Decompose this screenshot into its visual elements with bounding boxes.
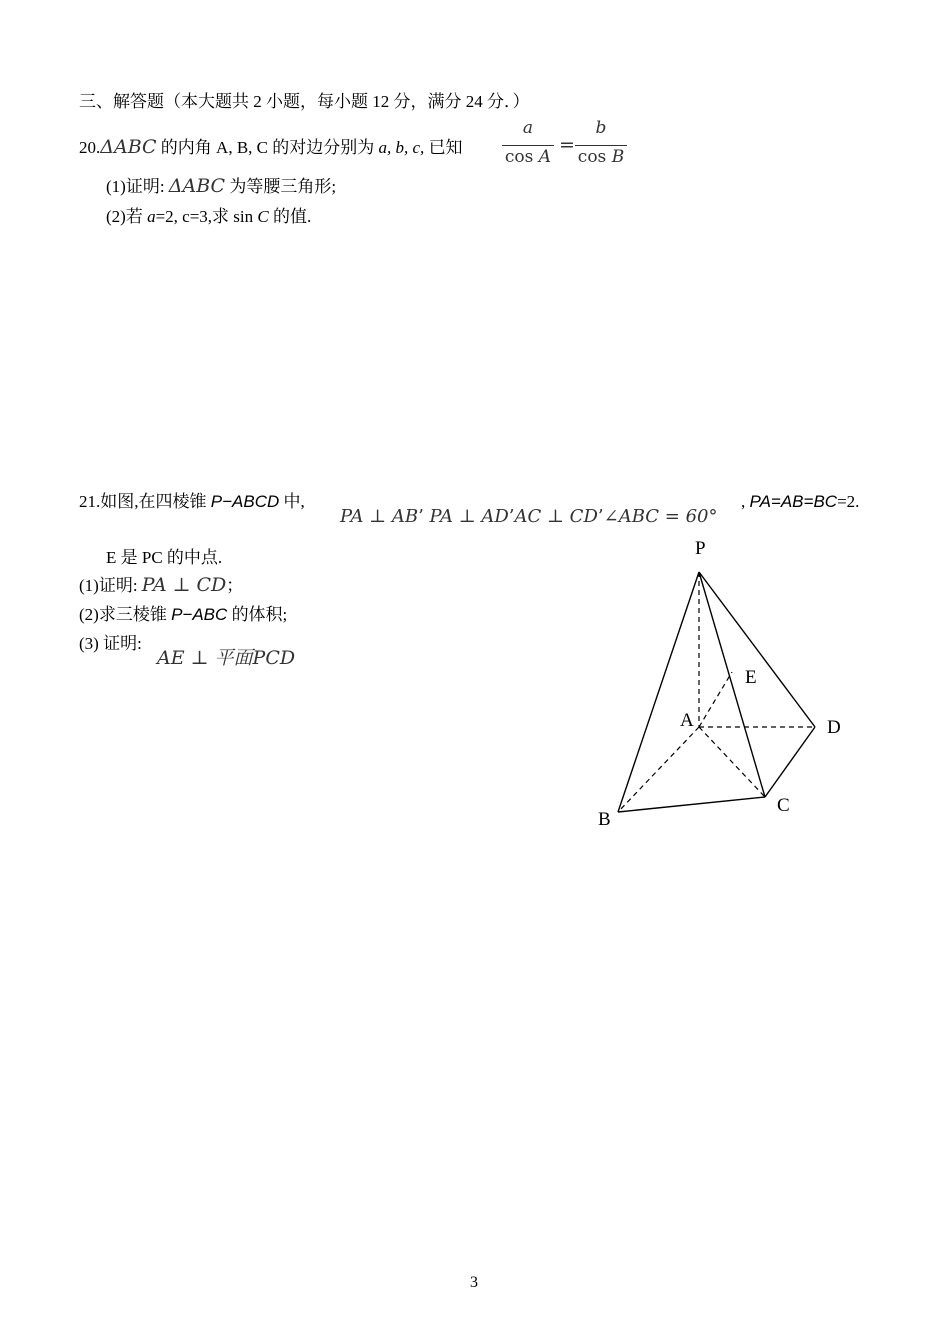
label-a: A [680, 710, 694, 731]
label-c: C [777, 795, 790, 816]
part-label: (1)证明: [79, 576, 142, 595]
label-e: E [745, 667, 757, 688]
separator: ’ [508, 506, 515, 527]
q21-part3-math: AE ⊥ 平面PCD [157, 647, 296, 669]
q20-triangle: ΔABC [100, 136, 157, 158]
q20-part1-math: ΔABC [168, 175, 226, 197]
q20-equals: = [559, 134, 575, 156]
q20-stem-text: 的内角 A, B, C 的对边分别为 [156, 138, 379, 157]
page-number: 3 [470, 1274, 478, 1291]
q21-part3-label: (3) 证明: [79, 634, 142, 653]
edge-ab-hidden [618, 727, 699, 812]
label-d: D [827, 717, 841, 738]
cond-ac-perp-cd: AC ⊥ CD [514, 506, 598, 527]
part-label: (2)若 [106, 207, 148, 226]
part-label: (1)证明: [106, 177, 169, 196]
edge-bc [618, 797, 765, 812]
edge-ae-hidden [699, 672, 732, 727]
cond-pa-perp-ad: PA ⊥ AD [429, 506, 509, 527]
q21-stem-text: 中, [279, 492, 305, 511]
q21-number: 21. [79, 492, 101, 511]
q21-line2: E 是 PC 的中点. [106, 548, 223, 567]
q21-part2-math: P−ABC [171, 605, 228, 624]
q21-part1-math: PA ⊥ CD [141, 574, 227, 596]
edge-pd [699, 572, 815, 727]
edge-pb [618, 572, 699, 812]
q21-tail-text: , [741, 492, 750, 511]
q21-pyramid: P−ABCD [210, 492, 280, 511]
separator: ’ [597, 506, 604, 527]
part-text: 的体积; [227, 605, 288, 624]
part-text: 为等腰三角形; [225, 177, 337, 196]
q21-tail-value: =2. [837, 492, 860, 511]
q21-stem-text: 如图,在四棱锥 [100, 492, 211, 511]
part-text: ； [226, 576, 244, 595]
label-b: B [598, 809, 611, 830]
fraction-denominator: cos A [504, 147, 552, 167]
label-p: P [695, 538, 706, 559]
cond-pa-perp-ab: PA ⊥ AB [340, 506, 419, 527]
separator: ’ [418, 506, 424, 527]
fraction-numerator: a [522, 118, 534, 138]
part-text: =2, c=3,求 sin [155, 207, 258, 226]
var-a: a [147, 207, 156, 226]
part-text: 的值. [268, 207, 312, 226]
q20-sides: a, b, c, [378, 138, 425, 157]
section-title: 三、解答题（本大题共 2 小题，每小题 12 分，满分 24 分．） [79, 92, 530, 111]
fraction-numerator: b [595, 118, 607, 138]
fraction-denominator: cos B [577, 147, 625, 167]
part-label: (2)求三棱锥 [79, 605, 172, 624]
edge-cd [765, 727, 815, 797]
q20-number: 20. [79, 138, 101, 157]
q21-tail-eq: PA=AB=BC [749, 492, 838, 511]
q20-known: 已知 [424, 138, 463, 157]
cond-angle-abc: ∠ABC = 60° [603, 506, 718, 527]
var-c: C [257, 207, 269, 226]
